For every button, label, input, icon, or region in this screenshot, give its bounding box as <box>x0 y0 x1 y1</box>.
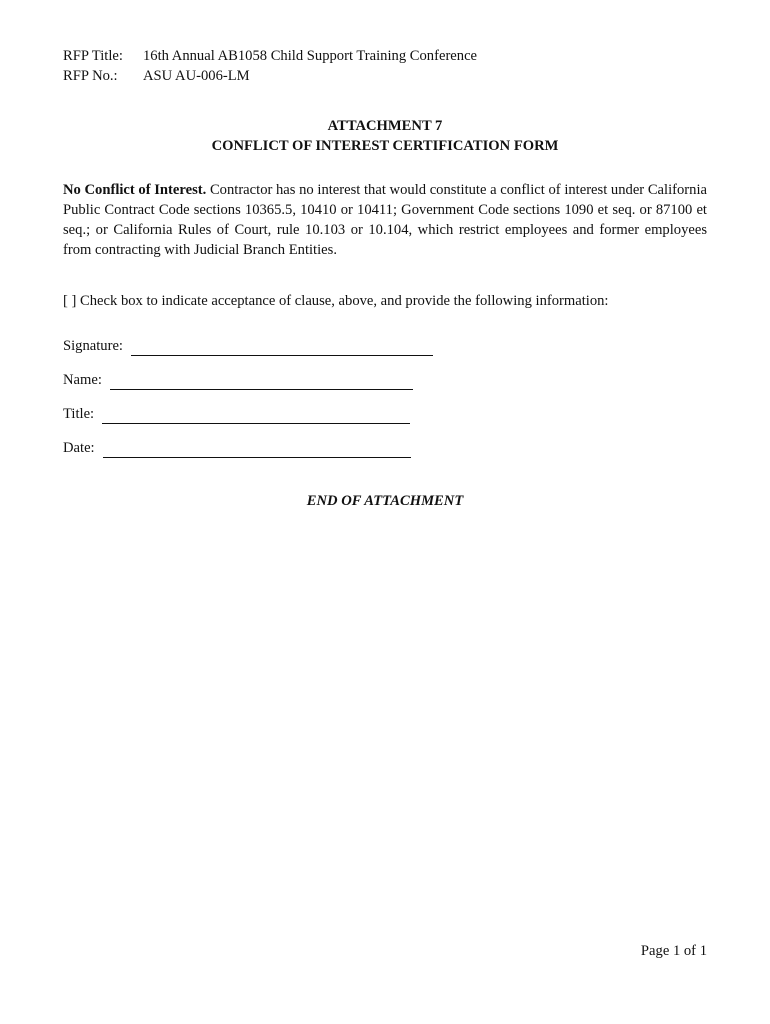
signature-field-row <box>63 336 433 356</box>
rfp-title-value: 16th Annual AB1058 Child Support Training Conference <box>143 48 478 64</box>
title-line[interactable] <box>102 407 410 424</box>
title-label: Title: <box>63 406 95 422</box>
acceptance-checkbox[interactable]: [ ] <box>63 293 77 309</box>
signature-line[interactable] <box>131 339 433 356</box>
attachment-heading <box>63 116 707 156</box>
form-title: CONFLICT OF INTEREST CERTIFICATION FORM <box>211 138 559 154</box>
rfp-number-label: RFP No.: <box>63 68 118 84</box>
signature-label: Signature: <box>63 338 123 354</box>
name-label: Name: <box>63 372 102 388</box>
page-number: Page 1 of 1 <box>640 943 707 959</box>
name-field-row <box>63 370 413 390</box>
date-line[interactable] <box>103 441 411 458</box>
attachment-number: ATTACHMENT 7 <box>327 118 443 134</box>
rfp-number-value: ASU AU-006-LM <box>143 68 250 84</box>
name-line[interactable] <box>110 373 413 390</box>
clause-lead: No Conflict of Interest. <box>63 182 207 198</box>
end-of-attachment: END OF ATTACHMENT <box>306 493 464 509</box>
title-field-row <box>63 404 410 424</box>
acceptance-text: Check box to indicate acceptance of clause, above, and provide the following information: <box>80 293 609 309</box>
acceptance-row <box>63 291 608 311</box>
rfp-title-row <box>63 46 477 66</box>
rfp-title-label: RFP Title: <box>63 48 123 64</box>
date-label: Date: <box>63 440 95 456</box>
clause-body: Contractor has no interest that would constitute a conflict of interest under California Public Contract Code sections 10365.5, 10410 or 10411; Government Code sections 1090 et seq. or 87100 et seq.; or California Rules of Court, rule 10.103 or 10.104, which restrict employees and former employees from contracting with Judicial Branch Entities. <box>63 182 707 258</box>
conflict-clause <box>63 180 707 260</box>
date-field-row <box>63 438 411 458</box>
rfp-number-row <box>63 66 250 86</box>
